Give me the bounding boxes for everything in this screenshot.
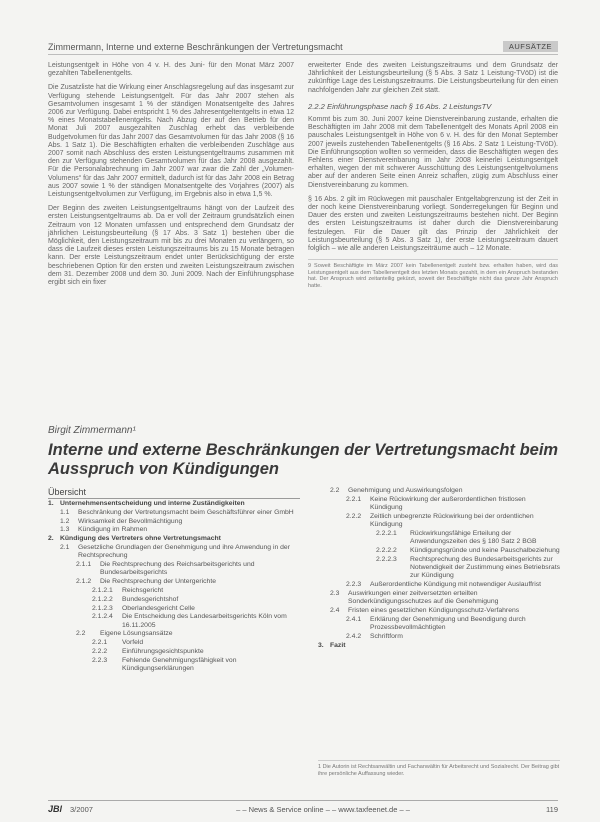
toc-entry — [48, 657, 300, 674]
toc-entry-text: Zeitlich unbegrenzte Rückwirkung bei der ordentlichen Kündigung — [370, 512, 534, 529]
toc-entry-text: Genehmigung und Auswirkungsfolgen — [348, 487, 463, 494]
footer-website[interactable]: – – News & Service online – – www.taxfeenet.de – – — [236, 805, 410, 814]
toc-entry — [318, 616, 560, 633]
toc-entry-number: 2.2.2.3 — [376, 555, 397, 563]
toc-entry-text: Keine Rückwirkung der außerordentlichen fristlosen Kündigung — [370, 495, 526, 512]
body-paragraph: Kommt bis zum 30. Juni 2007 keine Dienstvereinbarung zustande, erhalten die Beschäftigten im Jahr 2008 mit dem Tabellenentgelt des Monats April 2008 ein pauschales Leistungsentgelt in Höhe von 6 v. H. des für den Monat September 2007 jeweils zustehenden Tabellenentgelts (§ 16 Abs. 2 Satz 1 Leistung-TVöD). Die Einführungsoption wollten so vermeiden, dass die Beschäftigten wegen des Fehlens einer Dienstvereinbarung im Jahr 2008 keinerlei Leistungsentgelt erhalten, wegen der mit schwerer Ausschüttung des Leistungsentgeltvolumens aber auf der anderen Seite einen Anreiz schaffen, zügig zum Abschluss einer Dienstvereinbarung zu kommen. — [308, 116, 558, 189]
toc-entry — [318, 487, 560, 495]
toc-entry — [48, 561, 300, 578]
left-column — [48, 62, 294, 293]
toc-entry-text: Vorfeld — [122, 639, 144, 647]
toc-footnote: 1 Die Autorin ist Rechtsanwältin und Fachanwältin für Arbeitsrecht und Sozialrecht. Der Beitrag gibt ihre persönliche Auffassung wieder. — [318, 760, 560, 777]
toc-entry — [318, 556, 560, 581]
toc-entry-number: 2.4.2 — [346, 633, 362, 641]
toc-entry-text: Erklärung der Genehmigung und Beendigung durch Prozessbevollmächtigten — [370, 615, 526, 632]
toc-entry-text: Rückwirkungsfähige Erteilung der Anwendungszeiten des § 180 Satz 2 BGB — [410, 529, 537, 546]
toc-entry-number: 2.2.2 — [346, 512, 362, 520]
toc-entry-text: Auswirkungen einer zeitversetzten erteilten Sonderkündigungsschutzes auf die Genehmigung — [348, 590, 499, 606]
journal-logo: JBl — [48, 804, 63, 814]
toc-entry-text: Gesetzliche Grundlagen der Genehmigung und ihre Anwendung in der Rechtsprechung — [78, 543, 290, 560]
toc-entry-text: Schriftform — [370, 633, 403, 641]
toc-entry-number: 2.1.1 — [76, 561, 92, 569]
issue-number: 3/2007 — [70, 805, 93, 814]
toc-entry-text: Fehlende Genehmigungsfähigkeit von Kündigungserklärungen — [122, 656, 237, 673]
toc-entry-text: Fazit — [330, 641, 346, 649]
toc-entry — [318, 607, 560, 615]
toc-entry — [48, 500, 300, 508]
body-paragraph: Leistungsentgelt in Höhe von 4 v. H. des Juni- für den Monat März 2007 gezahlten Tabellenentgelts. — [48, 62, 294, 78]
footnote: 9 Soweit Beschäftigte im März 2007 kein Tabellenentgelt zusteht bzw. erhalten haben, wird das Leistungsentgelt aus dem Tabellenentgelt des letzten Monats gezahlt, in dem ein Anspruch bestanden hat. Der Anspruch wird zeitanteilig gekürzt, soweit der Beschäftigte nicht das ganze Jahr Anspruch hatte. — [308, 259, 558, 289]
toc-entry-text: Wirksamkeit der Bevollmächtigung — [78, 517, 183, 525]
toc-entry — [318, 496, 560, 513]
toc-entry — [48, 630, 300, 638]
toc-entry-number: 1.3 — [60, 526, 70, 534]
toc-entry-number: 2.1.2.4 — [92, 613, 113, 621]
toc-entry-number: 2.2 — [330, 487, 340, 494]
toc-entry-number: 2.4.1 — [346, 615, 362, 623]
running-header — [48, 42, 558, 55]
toc-entry-number: 2.1.2 — [76, 578, 92, 586]
body-paragraph: erweiterter Ende des zweiten Leistungszeitraums und dem Grundsatz der Jährlichkeit der Leistungsbeurteilung (§ 5 Abs. 3 Satz 1 Leistung-TVöD) ist die zukünftige Lage des Leistungszeitraums. Die Leistungsbeurteilung für den einen nachfolgenden Jahr zur gleichen Zeit statt. — [308, 62, 558, 94]
section-badge: AUFSÄTZE — [503, 41, 558, 52]
toc-entry-text: Eigene Lösungsansätze — [100, 630, 173, 638]
toc-entry-text: Unternehmensentscheidung und interne Zuständigkeiten — [60, 500, 245, 507]
toc-entry — [48, 535, 300, 543]
toc-entry-number: 2.4 — [330, 607, 340, 615]
toc-entry-number: 2.2.1 — [346, 495, 362, 503]
toc-entry-number: 2.1 — [60, 543, 70, 551]
toc-entry — [48, 509, 300, 517]
toc-entry-text: Fristen eines gesetzlichen Kündigungsschutz-Verfahrens — [348, 607, 520, 615]
toc-entry — [48, 544, 300, 561]
toc-entry-text: Kündigungsgründe und keine Pauschalbeziehung — [410, 547, 560, 555]
toc-entry — [318, 581, 560, 589]
toc-entry-text: Die Entscheidung des Landesarbeitsgerichts Köln vom 16.11.2005 — [122, 613, 287, 629]
toc-entry-number: 1.2 — [60, 517, 70, 525]
toc-entry-number: 2.2 — [76, 630, 86, 638]
toc-entry — [48, 639, 300, 647]
toc-right-column — [318, 487, 560, 651]
toc-entry-text: Oberlandesgericht Celle — [122, 604, 195, 612]
toc-entry-text: Kündigung im Rahmen — [78, 526, 148, 534]
body-paragraph: Die Zusatzliste hat die Wirkung einer Anschlagsregelung auf das insgesamt zur Verfügung stehende Leistungsentgelt. Für das Jahr 2007 stehen als Gesamtvolumen insgesamt 1 % der ständigen Monatsentgelte des Jahres 2006 zur Verfügung. Dabei entspricht 1 % des Jahresentgeltentgelts in etwa 12 % eines Monatstabellenentgelts. Nach Abzug der auf den Betrieb für den Monat Juli 2007 ausgezahlten Zuschlag erhebt das verbleibende Budgetvolumen für das Jahr 2007 das Gesamtvolumen für das Jahr 2008 (§ 16 Abs. 1 Satz 1). Die Beschäftigten erhalten die verbleibenden Zuschläge aus 2007 somit nach Abschluss des ersten Leistungsentgeltraums zusammen mit den zur Verfügung stehenden Gesamtvolumen für das Jahr 2008 ausgezahlt. Für die Personalabrechnung im Jahr 2007 war zwar die Zahl der „Volumen-Volumens“ für das Jahr 2007 ermittelt, dadurch ist für das Jahr 2008 ein Betrag aus 2007 sowie 1 % der ständigen Monatsentgelte des Vorjahres (2007) als Leistungsentgeltvolumen zur Verfügung, im Ergebnis also in etwa 1,5 %. — [48, 84, 294, 199]
toc-entry-number: 1.1 — [60, 508, 70, 516]
toc-entry-number: 2.1.2.2 — [92, 595, 113, 603]
toc-entry — [48, 587, 300, 595]
article-author: Birgit Zimmermann¹ — [48, 425, 136, 436]
toc-entry — [318, 642, 560, 650]
toc-entry-text: Rechtsprechung des Bundesarbeitsgerichts zur Notwendigkeit der Zustimmung eines Betriebsrats zur Kündigung — [410, 555, 560, 580]
toc-entry — [48, 518, 300, 526]
toc-entry — [318, 633, 560, 641]
toc-entry-text: Einführungsgesichtspunkte — [122, 648, 204, 656]
toc-entry-text: Reichsgericht — [122, 586, 164, 594]
toc-entry-text: Kündigung des Vertreters ohne Vertretungsmacht — [60, 535, 221, 543]
toc-entry — [318, 590, 560, 607]
page-footer — [48, 800, 558, 815]
body-paragraph: § 16 Abs. 2 gilt im Rückwegen mit pauschaler Entgeltabgrenzung ist der Zeit in der noch keine Dienstvereinbarung vorliegt. Sonderregelungen für Beginn und Dauer des ersten und zweiten Leistungszeitraums bestehen nicht. Der Beginn des ersten Leistungszeitraums ist daher durch die Dienstvereinbarung festzulegen. Für die Dauer gilt das Prinzip der Jährlichkeit der Leistungsbeurteilung (§ 5 Abs. 3 Satz 1), der erste Leistungszeitraum dauert folglich – wie alle anderen Leistungszeiträume auch – 12 Monate. — [308, 195, 558, 253]
toc-heading: Übersicht — [48, 487, 300, 499]
toc-entry — [48, 578, 300, 586]
toc-entry-number: 2.2.2.2 — [376, 547, 397, 555]
toc-entry — [318, 513, 560, 530]
toc-entry — [48, 596, 300, 604]
toc-entry-number: 2.2.2 — [92, 648, 108, 656]
running-title: Zimmermann, Interne und externe Beschränkungen der Vertretungsmacht — [48, 42, 343, 52]
toc-entry-number: 2.1.2.1 — [92, 586, 113, 594]
toc-left-column — [48, 500, 300, 674]
toc-entry-number: 2.2.3 — [92, 656, 108, 664]
section-subheading: 2.2.2 Einführungsphase nach § 16 Abs. 2 LeistungsTV — [308, 101, 492, 111]
body-paragraph: Der Beginn des zweiten Leistungsentgeltraums hängt von der Laufzeit des ersten Leistungsentgeltraums ab. Da er voll der Zeitraum grundsätzlich einen Zeitraum von 12 Monaten umfassen und entsprechend dem Grundsatz der jährlichen Leistungsbeurteilung (§ 17 Abs. 3 Satz 1) bestehen über die Möglichkeit, den Leistungszeitraum mit bis zu drei Monaten zu verlängern, so dass die Laufzeit dieses ersten Leistungszeitraums bis zu 15 Monate betragen kann. Der erste Leistungszeitraum endet unter Berücksichtigung der erste beschriebenen Option für den ersten und zweiten Leistungszeitraum zwischen dem 31. Dezember 2008 und dem 30. Juni 2009. Nach der Einführungsphase ergibt sich ein fixer — [48, 205, 294, 287]
page-number: 119 — [546, 805, 558, 814]
toc-entry-number: 2.2.2.1 — [376, 529, 397, 537]
toc-entry — [318, 530, 560, 547]
toc-entry-number: 2.1.2.3 — [92, 604, 113, 612]
right-column — [308, 62, 558, 290]
toc-entry-text: Die Rechtsprechung des Reichsarbeitsgerichts und Bundesarbeitsgerichts — [100, 561, 255, 577]
toc-entry — [48, 526, 300, 534]
toc-entry-text: Die Rechtsprechung der Untergerichte — [100, 578, 216, 586]
toc-entry — [48, 605, 300, 613]
article-title: Interne und externe Beschränkungen der Vertretungsmacht beim Ausspruch von Kündigungen — [48, 441, 559, 478]
toc-entry-number: 2.2.3 — [346, 581, 362, 589]
toc-entry — [48, 613, 300, 630]
toc-entry-number: 1. — [48, 500, 54, 507]
toc-entry — [48, 648, 300, 656]
toc-entry-text: Beschränkung der Vertretungsmacht beim Geschäftsführer einer GmbH — [78, 508, 294, 516]
toc-entry — [318, 547, 560, 555]
toc-entry-text: Außerordentliche Kündigung mit notwendiger Auslauffrist — [370, 581, 542, 589]
toc-entry-number: 2.2.1 — [92, 639, 108, 647]
toc-entry-number: 2.3 — [330, 590, 340, 598]
toc-entry-number: 2. — [48, 535, 54, 543]
toc-entry-text: Bundesgerichtshof — [122, 595, 179, 603]
toc-entry-number: 3. — [318, 641, 324, 649]
